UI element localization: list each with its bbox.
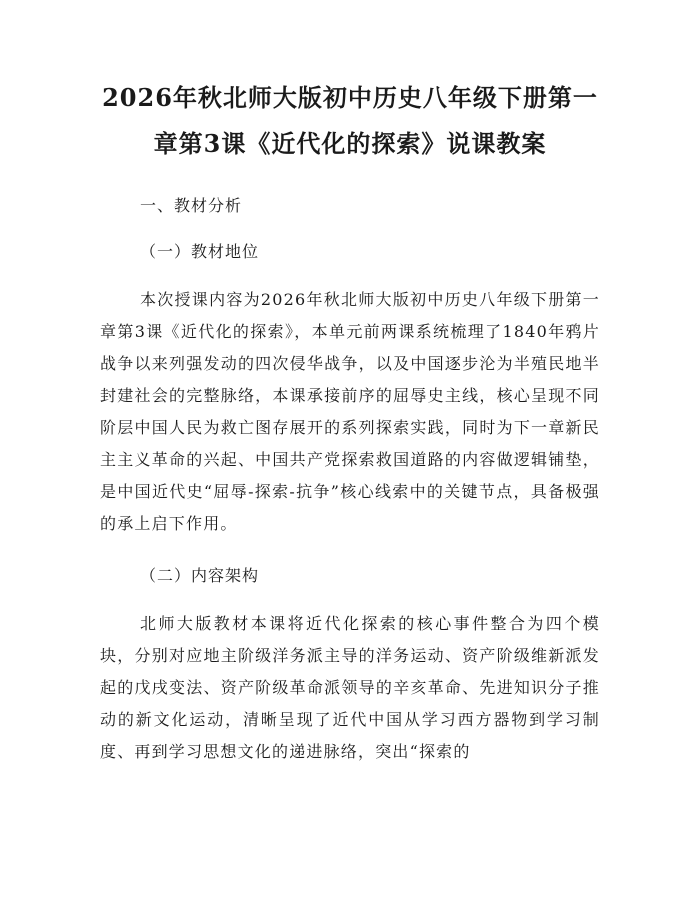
paragraph-material-status: 本次授课内容为2026年秋北师大版初中历史八年级下册第一章第3课《近代化的探索》，本单元前两课系统梳理了1840年鸦片战争以来列强发动的四次侵华战争，以及中国逐步沦为半殖民地半封建社会的完整脉络，本课承接前序的屈辱史主线，核心呈现不同阶层中国人民为救亡图存展开的系列探索实践，同时为下一章新民主主义革命的兴起、中国共产党探索救国道路的内容做逻辑铺垫，是中国近代史“屈辱-探索-抗争”核心线索中的关键节点，具备极强的承上启下作用。	[100, 290, 600, 533]
title-line-1: 2026年秋北师大版初中历史八年级下册第一	[102, 83, 598, 112]
subsection-heading-content-structure: （二）内容架构	[140, 566, 260, 585]
paragraph-content-structure: 北师大版教材本课将近代化探索的核心事件整合为四个模块，分别对应地主阶级洋务派主导的洋务运动、资产阶级维新派发起的戊戌变法、资产阶级革命派领导的辛亥革命、先进知识分子推动的新文化运动，清晰呈现了近代中国从学习西方器物到学习制度、再到学习思想文化的递进脉络，突出“探索的	[100, 614, 600, 761]
subsection-heading-material-status: （一）教材地位	[140, 242, 260, 261]
section-heading-teaching-material-analysis: 一、教材分析	[140, 196, 243, 215]
document-title	[100, 78, 600, 164]
title-line-2: 章第3课《近代化的探索》说课教案	[153, 129, 547, 158]
